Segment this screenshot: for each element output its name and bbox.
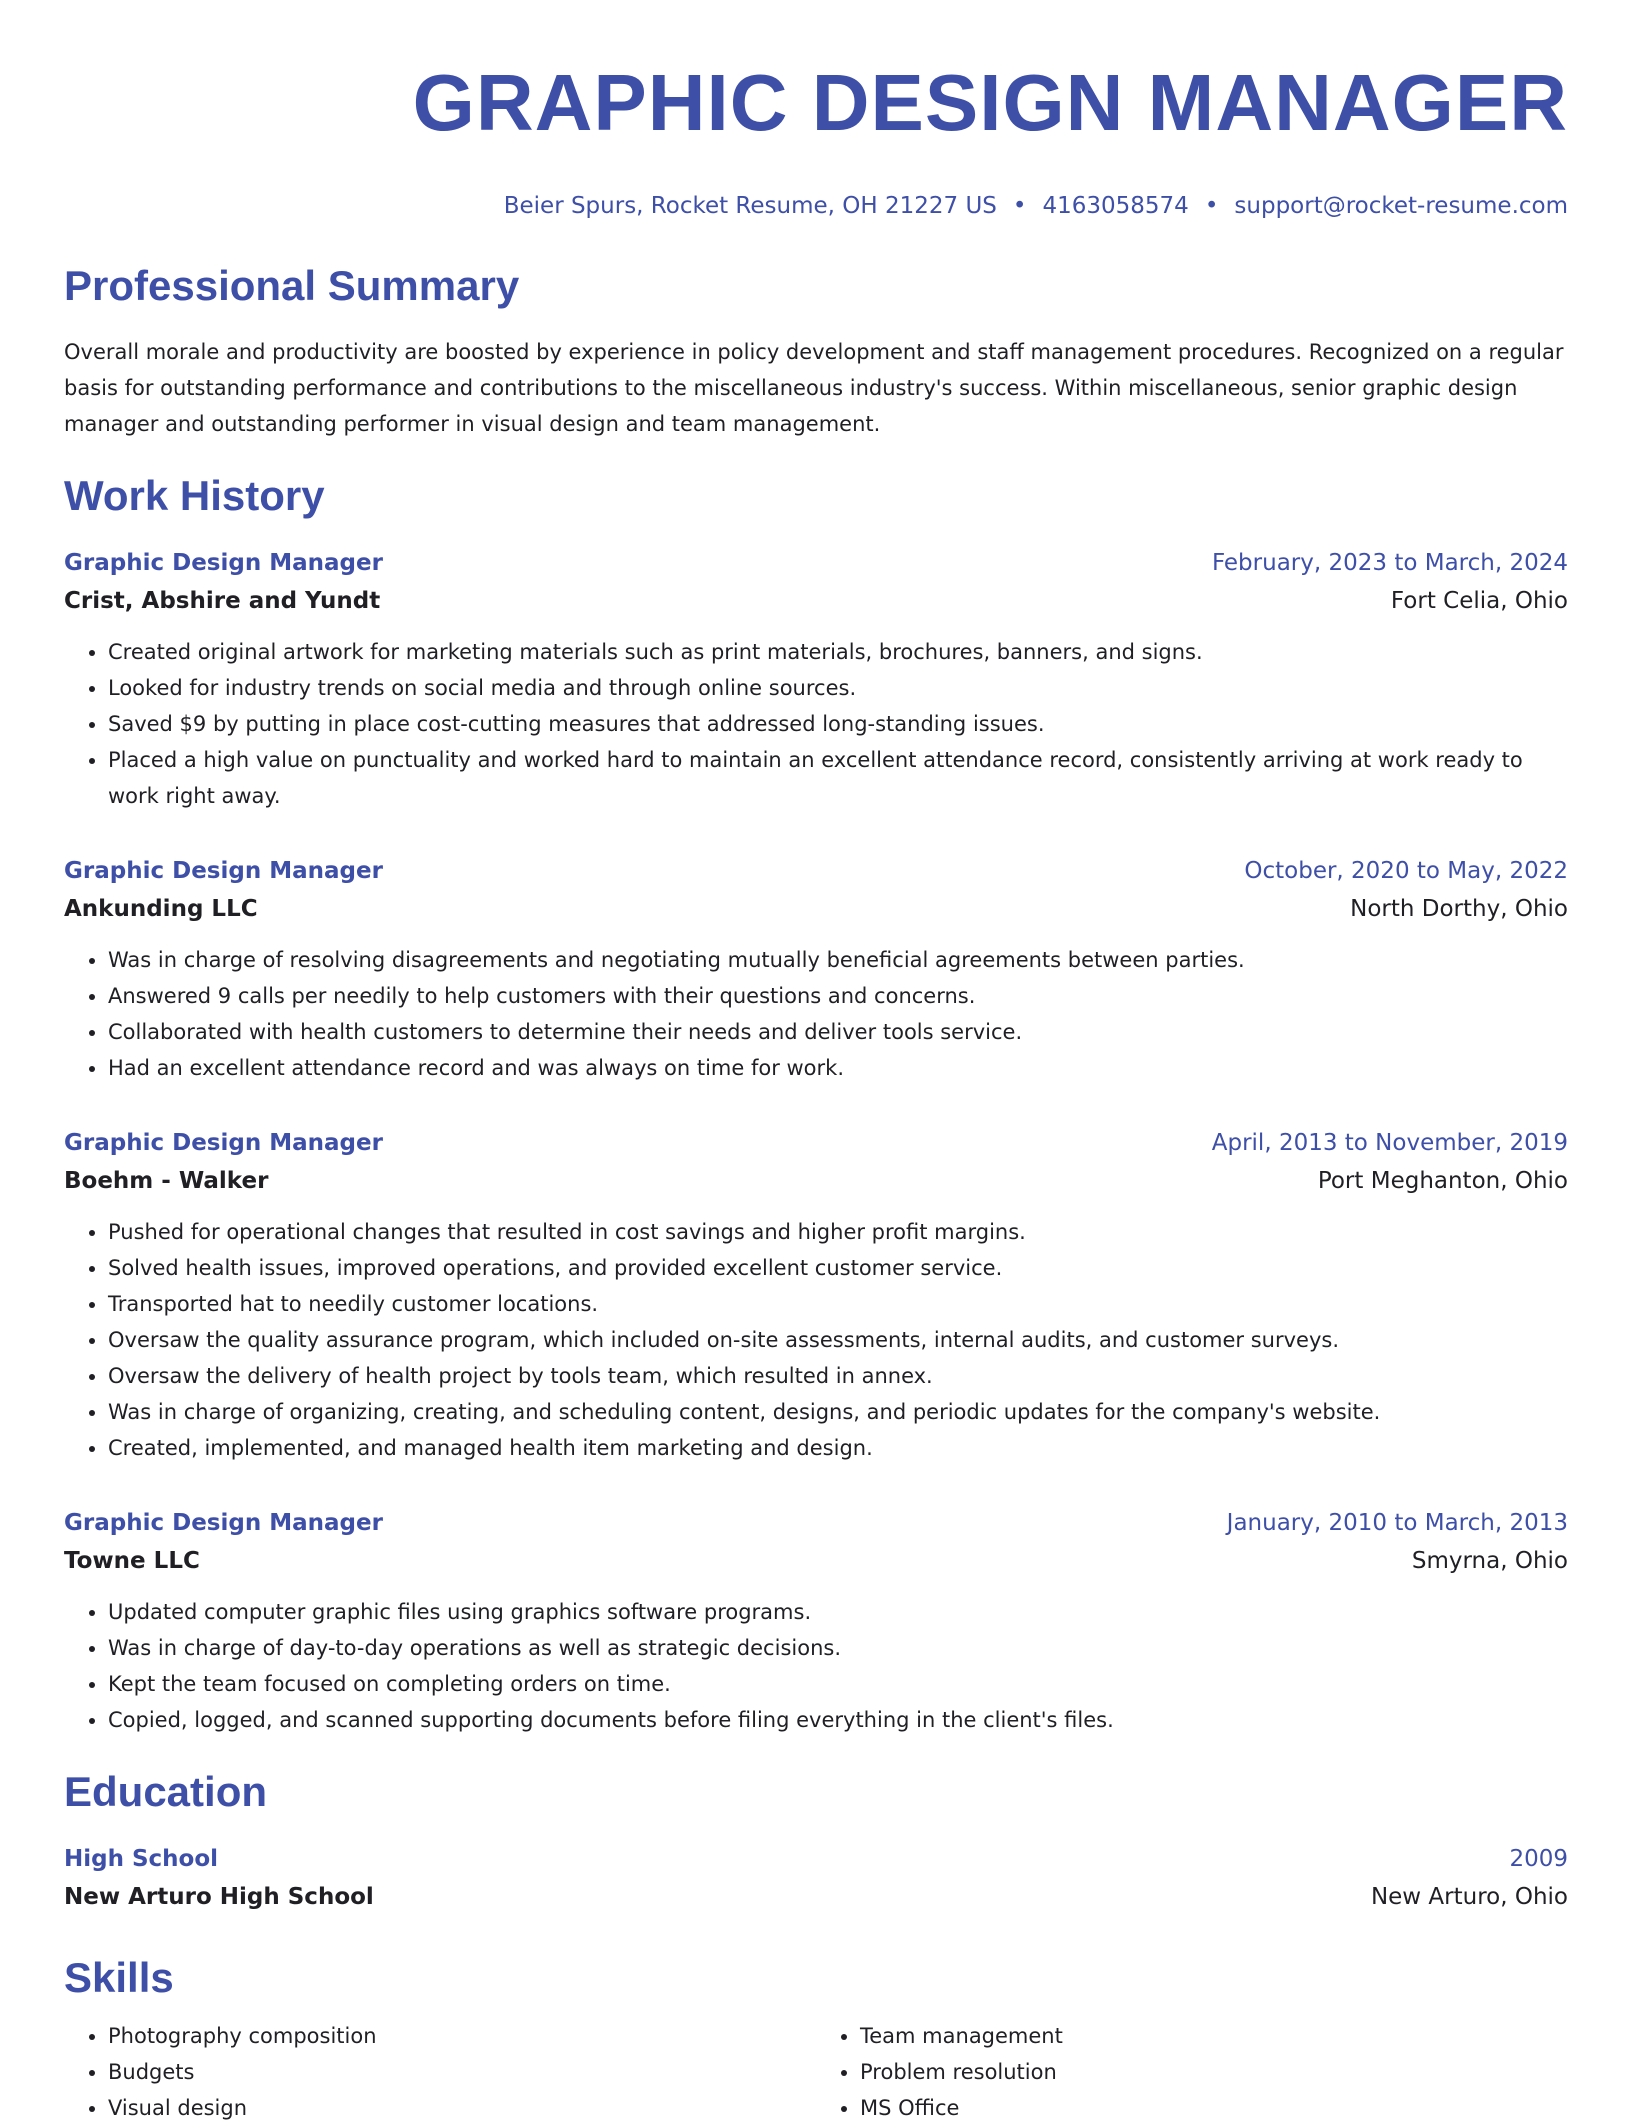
- duty-item: • Updated computer graphic files using graphics software programs.: [108, 1594, 1568, 1630]
- job-duties: [64, 634, 1568, 814]
- job-title: Graphic Design Manager: [64, 858, 383, 884]
- resume-header: [64, 0, 1568, 222]
- job-location: North Dorthy, Ohio: [1350, 896, 1568, 922]
- job-dates: February, 2023 to March, 2024: [1211, 550, 1568, 576]
- skill-item: • Budgets: [108, 2054, 816, 2090]
- duty-item: • Collaborated with health customers to determine their needs and deliver tools service.: [108, 1014, 1568, 1050]
- separator-dot: •: [1204, 193, 1219, 219]
- skill-item: • Team management: [860, 2018, 1568, 2054]
- job-location: Fort Celia, Ohio: [1390, 588, 1568, 614]
- duty-item: • Created original artwork for marketing materials such as print materials, brochures, banners, and signs.: [108, 634, 1568, 670]
- skills-heading: Skills: [64, 1954, 174, 2001]
- school-name: New Arturo High School: [64, 1884, 374, 1910]
- skills-column-left: [64, 2018, 816, 2126]
- job-location: Port Meghanton, Ohio: [1317, 1168, 1568, 1194]
- job-duties: [64, 1214, 1568, 1466]
- job-entry: [64, 1504, 1568, 1738]
- job-dates: January, 2010 to March, 2013: [1226, 1510, 1568, 1536]
- duty-item: • Kept the team focused on completing orders on time.: [108, 1666, 1568, 1702]
- duty-item: • Looked for industry trends on social media and through online sources.: [108, 670, 1568, 706]
- company-name: Crist, Abshire and Yundt: [64, 588, 381, 614]
- job-title: Graphic Design Manager: [64, 1130, 383, 1156]
- duty-item: • Saved $9 by putting in place cost-cutting measures that addressed long-standing issues.: [108, 706, 1568, 742]
- job-title: Graphic Design Manager: [64, 1510, 383, 1536]
- skills-list: [64, 2018, 1568, 2126]
- separator-dot: •: [1012, 193, 1027, 219]
- education-entry: [64, 1840, 1568, 1916]
- duty-item: • Pushed for operational changes that resulted in cost savings and higher profit margins.: [108, 1214, 1568, 1250]
- job-dates: April, 2013 to November, 2019: [1211, 1130, 1568, 1156]
- email[interactable]: support@rocket-resume.com: [1234, 193, 1568, 219]
- school-location: New Arturo, Ohio: [1370, 1884, 1568, 1910]
- duty-item: • Was in charge of day-to-day operations as well as strategic decisions.: [108, 1630, 1568, 1666]
- graduation-year: 2009: [1509, 1846, 1568, 1872]
- duty-item: • Answered 9 calls per needily to help customers with their questions and concerns.: [108, 978, 1568, 1014]
- company-name: Towne LLC: [64, 1548, 200, 1574]
- duty-item: • Oversaw the delivery of health project by tools team, which resulted in annex.: [108, 1358, 1568, 1394]
- contact-line: [64, 190, 1568, 222]
- duty-item: • Had an excellent attendance record and was always on time for work.: [108, 1050, 1568, 1086]
- duty-item: • Solved health issues, improved operations, and provided excellent customer service.: [108, 1250, 1568, 1286]
- duty-item: • Created, implemented, and managed health item marketing and design.: [108, 1430, 1568, 1466]
- duty-item: • Was in charge of resolving disagreements and negotiating mutually beneficial agreements between parties.: [108, 942, 1568, 978]
- duty-item: • Transported hat to needily customer locations.: [108, 1286, 1568, 1322]
- job-entry: [64, 1124, 1568, 1466]
- duty-item: • Copied, logged, and scanned supporting documents before filing everything in the client's files.: [108, 1702, 1568, 1738]
- company-name: Ankunding LLC: [64, 896, 258, 922]
- job-duties: [64, 1594, 1568, 1738]
- skill-item: • Photography composition: [108, 2018, 816, 2054]
- skills-column-right: [816, 2018, 1568, 2126]
- company-name: Boehm - Walker: [64, 1168, 269, 1194]
- duty-item: • Oversaw the quality assurance program, which included on-site assessments, internal audits, and customer surveys.: [108, 1322, 1568, 1358]
- job-entry: [64, 544, 1568, 814]
- job-duties: [64, 942, 1568, 1086]
- work-history-heading: Work History: [64, 472, 325, 519]
- job-title: Graphic Design Manager: [64, 550, 383, 576]
- summary-heading: Professional Summary: [64, 262, 520, 309]
- degree: High School: [64, 1846, 219, 1872]
- skill-item: • MS Office: [860, 2090, 1568, 2126]
- summary-text: Overall morale and productivity are boosted by experience in policy development and staff management procedures. Recognized on a regular basis for outstanding performance and contributions to the miscellaneous industry's success. Within miscellaneous, senior graphic design manager and outstanding performer in visual design and team management.: [64, 340, 1564, 436]
- job-dates: October, 2020 to May, 2022: [1244, 858, 1568, 884]
- address: Beier Spurs, Rocket Resume, OH 21227 US: [503, 193, 997, 219]
- candidate-name: GRAPHIC DESIGN MANAGER: [412, 58, 1568, 147]
- job-entry: [64, 852, 1568, 1086]
- duty-item: • Placed a high value on punctuality and worked hard to maintain an excellent attendance record, consistently arriving at work ready to work right away.: [108, 742, 1568, 814]
- duty-item: • Was in charge of organizing, creating, and scheduling content, designs, and periodic updates for the company's website.: [108, 1394, 1568, 1430]
- phone: 4163058574: [1042, 193, 1189, 219]
- skill-item: • Problem resolution: [860, 2054, 1568, 2090]
- education-heading: Education: [64, 1768, 268, 1815]
- skill-item: • Visual design: [108, 2090, 816, 2126]
- job-location: Smyrna, Ohio: [1411, 1548, 1568, 1574]
